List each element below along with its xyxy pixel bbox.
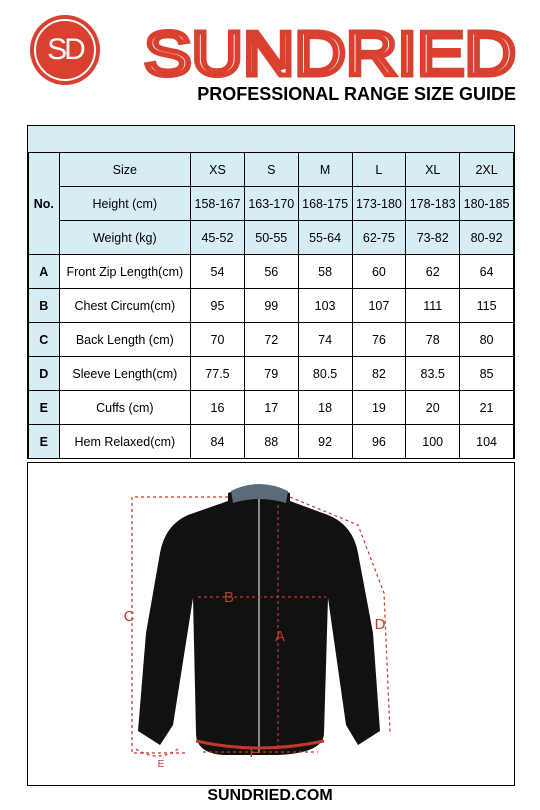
value-cell: 100 xyxy=(406,425,460,459)
value-cell: 88 xyxy=(244,425,298,459)
weight-cell: 80-92 xyxy=(460,221,514,255)
table-row xyxy=(29,391,514,425)
value-cell: 85 xyxy=(460,357,514,391)
value-cell: 79 xyxy=(244,357,298,391)
value-cell: 16 xyxy=(191,391,245,425)
weight-cell: 73-82 xyxy=(406,221,460,255)
label-a: A xyxy=(274,628,286,645)
height-cell: 178-183 xyxy=(406,187,460,221)
brand-name: SUNDRIED xyxy=(144,20,516,85)
size-m: M xyxy=(298,153,352,187)
value-cell: 19 xyxy=(352,391,406,425)
value-cell: 84 xyxy=(191,425,245,459)
label-e: E xyxy=(157,759,165,770)
value-cell: 99 xyxy=(244,289,298,323)
row-label: Front Zip Length(cm) xyxy=(59,255,190,289)
size-2xl: 2XL xyxy=(460,153,514,187)
row-label: Cuffs (cm) xyxy=(59,391,190,425)
value-cell: 60 xyxy=(352,255,406,289)
value-cell: 80.5 xyxy=(298,357,352,391)
value-cell: 82 xyxy=(352,357,406,391)
value-cell: 21 xyxy=(460,391,514,425)
jacket-illustration xyxy=(28,463,513,784)
row-code: D xyxy=(29,357,60,391)
value-cell: 96 xyxy=(352,425,406,459)
table-top-band xyxy=(28,126,514,153)
label-d: D xyxy=(374,616,386,633)
weight-cell: 50-55 xyxy=(244,221,298,255)
row-code: A xyxy=(29,255,60,289)
size-xs: XS xyxy=(191,153,245,187)
value-cell: 70 xyxy=(191,323,245,357)
value-cell: 104 xyxy=(460,425,514,459)
table-row xyxy=(29,255,514,289)
row-label: Chest Circum(cm) xyxy=(59,289,190,323)
height-cell: 163-170 xyxy=(244,187,298,221)
row-code: B xyxy=(29,289,60,323)
footer-site: SUNDRIED.COM xyxy=(207,787,333,804)
value-cell: 62 xyxy=(406,255,460,289)
value-cell: 64 xyxy=(460,255,514,289)
size-s: S xyxy=(244,153,298,187)
no-column-header: No. xyxy=(29,153,60,255)
value-cell: 95 xyxy=(191,289,245,323)
value-cell: 103 xyxy=(298,289,352,323)
row-label: Hem Relaxed(cm) xyxy=(59,425,190,459)
weight-cell: 55-64 xyxy=(298,221,352,255)
row-code: C xyxy=(29,323,60,357)
height-cell: 180-185 xyxy=(460,187,514,221)
value-cell: 74 xyxy=(298,323,352,357)
value-cell: 78 xyxy=(406,323,460,357)
label-f: F xyxy=(249,744,259,761)
table-row xyxy=(29,357,514,391)
jacket-diagram xyxy=(27,462,515,786)
page-subtitle: PROFESSIONAL RANGE SIZE GUIDE xyxy=(197,84,516,104)
table-row xyxy=(29,289,514,323)
value-cell: 80 xyxy=(460,323,514,357)
value-cell: 54 xyxy=(191,255,245,289)
row-label: Sleeve Length(cm) xyxy=(59,357,190,391)
brand-wordmark xyxy=(140,15,520,85)
label-b: B xyxy=(223,589,235,606)
table-row xyxy=(29,425,514,459)
value-cell: 92 xyxy=(298,425,352,459)
size-label: Size xyxy=(59,153,190,187)
height-cell: 173-180 xyxy=(352,187,406,221)
height-cell: 168-175 xyxy=(298,187,352,221)
weight-cell: 62-75 xyxy=(352,221,406,255)
value-cell: 17 xyxy=(244,391,298,425)
row-code: E xyxy=(29,391,60,425)
value-cell: 18 xyxy=(298,391,352,425)
row-label: Back Length (cm) xyxy=(59,323,190,357)
value-cell: 107 xyxy=(352,289,406,323)
weight-label: Weight (kg) xyxy=(59,221,190,255)
brand-logo xyxy=(30,15,100,85)
value-cell: 58 xyxy=(298,255,352,289)
value-cell: 115 xyxy=(460,289,514,323)
value-cell: 77.5 xyxy=(191,357,245,391)
size-table xyxy=(27,125,515,459)
cuff-guide xyxy=(136,749,178,756)
height-label: Height (cm) xyxy=(59,187,190,221)
row-code: E xyxy=(29,425,60,459)
value-cell: 20 xyxy=(406,391,460,425)
weight-cell: 45-52 xyxy=(191,221,245,255)
value-cell: 111 xyxy=(406,289,460,323)
size-l: L xyxy=(352,153,406,187)
label-c: C xyxy=(123,608,135,625)
logo-text: SD xyxy=(47,33,83,66)
value-cell: 72 xyxy=(244,323,298,357)
table-row xyxy=(29,323,514,357)
value-cell: 76 xyxy=(352,323,406,357)
size-xl: XL xyxy=(406,153,460,187)
height-cell: 158-167 xyxy=(191,187,245,221)
value-cell: 56 xyxy=(244,255,298,289)
value-cell: 83.5 xyxy=(406,357,460,391)
